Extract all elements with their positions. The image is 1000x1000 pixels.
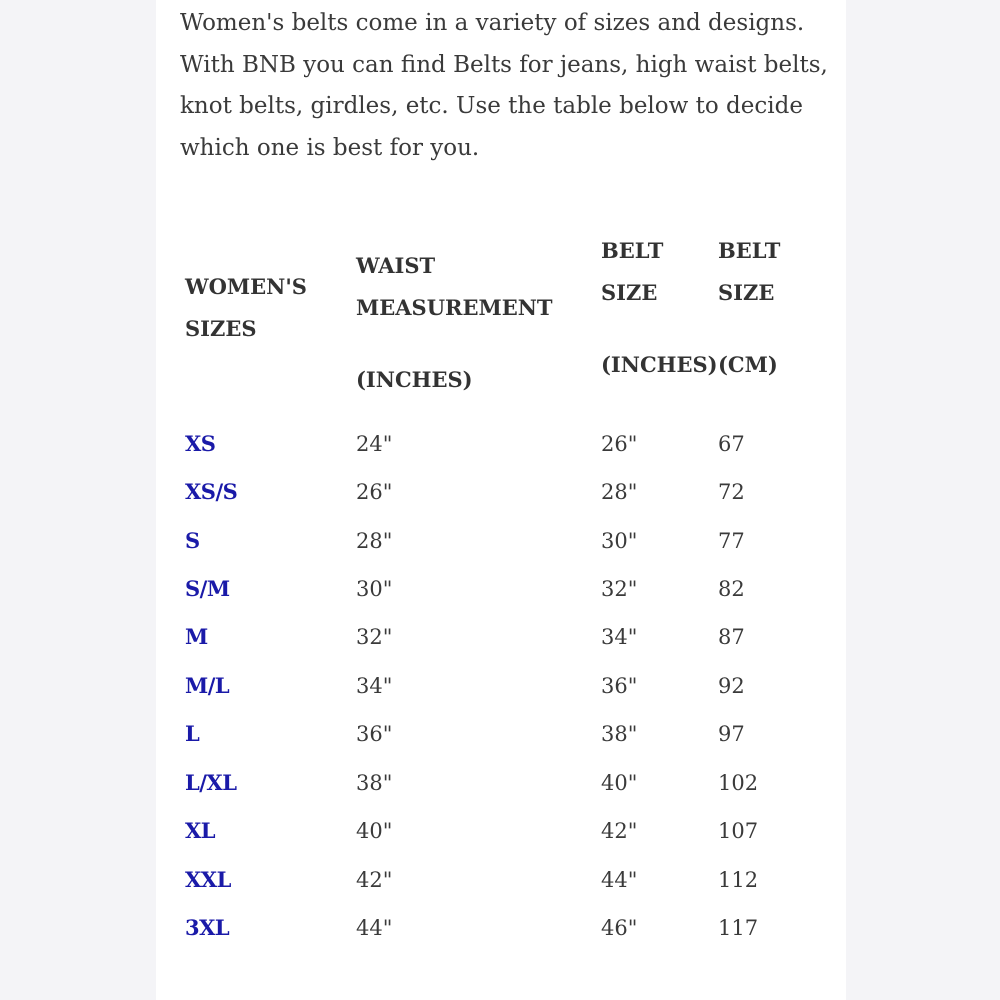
waist-cell: 38" xyxy=(356,771,393,795)
size-cell: 3XL xyxy=(185,915,230,940)
belt-inches-cell: 32" xyxy=(601,577,638,601)
belt-inches-cell: 44" xyxy=(601,868,638,892)
belt-inches-cell: 30" xyxy=(601,529,638,553)
belt-cm-cell: 102 xyxy=(718,771,759,795)
belt-cm-cell: 117 xyxy=(718,916,759,940)
size-cell: S xyxy=(185,528,200,553)
belt-inches-cell: 40" xyxy=(601,771,638,795)
belt-inches-cell: 42" xyxy=(601,819,638,843)
size-cell: XS xyxy=(185,431,216,456)
belt-cm-cell: 82 xyxy=(718,577,745,601)
belt-cm-cell: 67 xyxy=(718,432,745,456)
waist-cell: 24" xyxy=(356,432,393,456)
left-margin xyxy=(0,0,156,1000)
header-belt-inches-line-1: BELT xyxy=(601,238,664,263)
belt-cm-cell: 72 xyxy=(718,480,745,504)
belt-cm-cell: 107 xyxy=(718,819,759,843)
waist-cell: 34" xyxy=(356,674,393,698)
size-cell: L xyxy=(185,721,200,746)
header-belt-cm-line-2: SIZE xyxy=(718,280,775,305)
size-cell: XS/S xyxy=(185,479,238,504)
intro-paragraph: Women's belts come in a variety of sizes and designs. With BNB you can find Belts for jeans, high waist belts, knot belts, girdles, etc. Use the table below to decide which one is best for you. xyxy=(180,10,828,161)
belt-cm-cell: 97 xyxy=(718,722,745,746)
header-waist-line-1: WAIST xyxy=(356,253,436,278)
waist-cell: 32" xyxy=(356,625,393,649)
belt-inches-cell: 36" xyxy=(601,674,638,698)
header-waist-unit: (INCHES) xyxy=(356,367,473,392)
waist-cell: 36" xyxy=(356,722,393,746)
belt-inches-cell: 38" xyxy=(601,722,638,746)
size-cell: XXL xyxy=(185,867,231,892)
waist-cell: 26" xyxy=(356,480,393,504)
belt-cm-cell: 92 xyxy=(718,674,745,698)
header-belt-inches-unit: (INCHES) xyxy=(601,352,718,377)
waist-cell: 44" xyxy=(356,916,393,940)
size-cell: L/XL xyxy=(185,770,237,795)
right-margin xyxy=(846,0,1000,1000)
waist-cell: 28" xyxy=(356,529,393,553)
size-cell: S/M xyxy=(185,576,230,601)
belt-inches-cell: 26" xyxy=(601,432,638,456)
size-cell: M xyxy=(185,624,208,649)
belt-inches-cell: 46" xyxy=(601,916,638,940)
header-belt-cm-unit: (CM) xyxy=(718,352,778,377)
belt-cm-cell: 87 xyxy=(718,625,745,649)
header-womens-sizes-line-1: WOMEN'S xyxy=(185,274,307,299)
belt-cm-cell: 112 xyxy=(718,868,759,892)
header-womens-sizes-line-2: SIZES xyxy=(185,316,257,341)
waist-cell: 42" xyxy=(356,868,393,892)
header-waist-line-2: MEASUREMENT xyxy=(356,295,553,320)
waist-cell: 30" xyxy=(356,577,393,601)
belt-inches-cell: 34" xyxy=(601,625,638,649)
header-belt-cm-line-1: BELT xyxy=(718,238,781,263)
header-belt-inches-line-2: SIZE xyxy=(601,280,658,305)
belt-cm-cell: 77 xyxy=(718,529,745,553)
size-cell: M/L xyxy=(185,673,230,698)
waist-cell: 40" xyxy=(356,819,393,843)
belt-inches-cell: 28" xyxy=(601,480,638,504)
size-cell: XL xyxy=(185,818,216,843)
